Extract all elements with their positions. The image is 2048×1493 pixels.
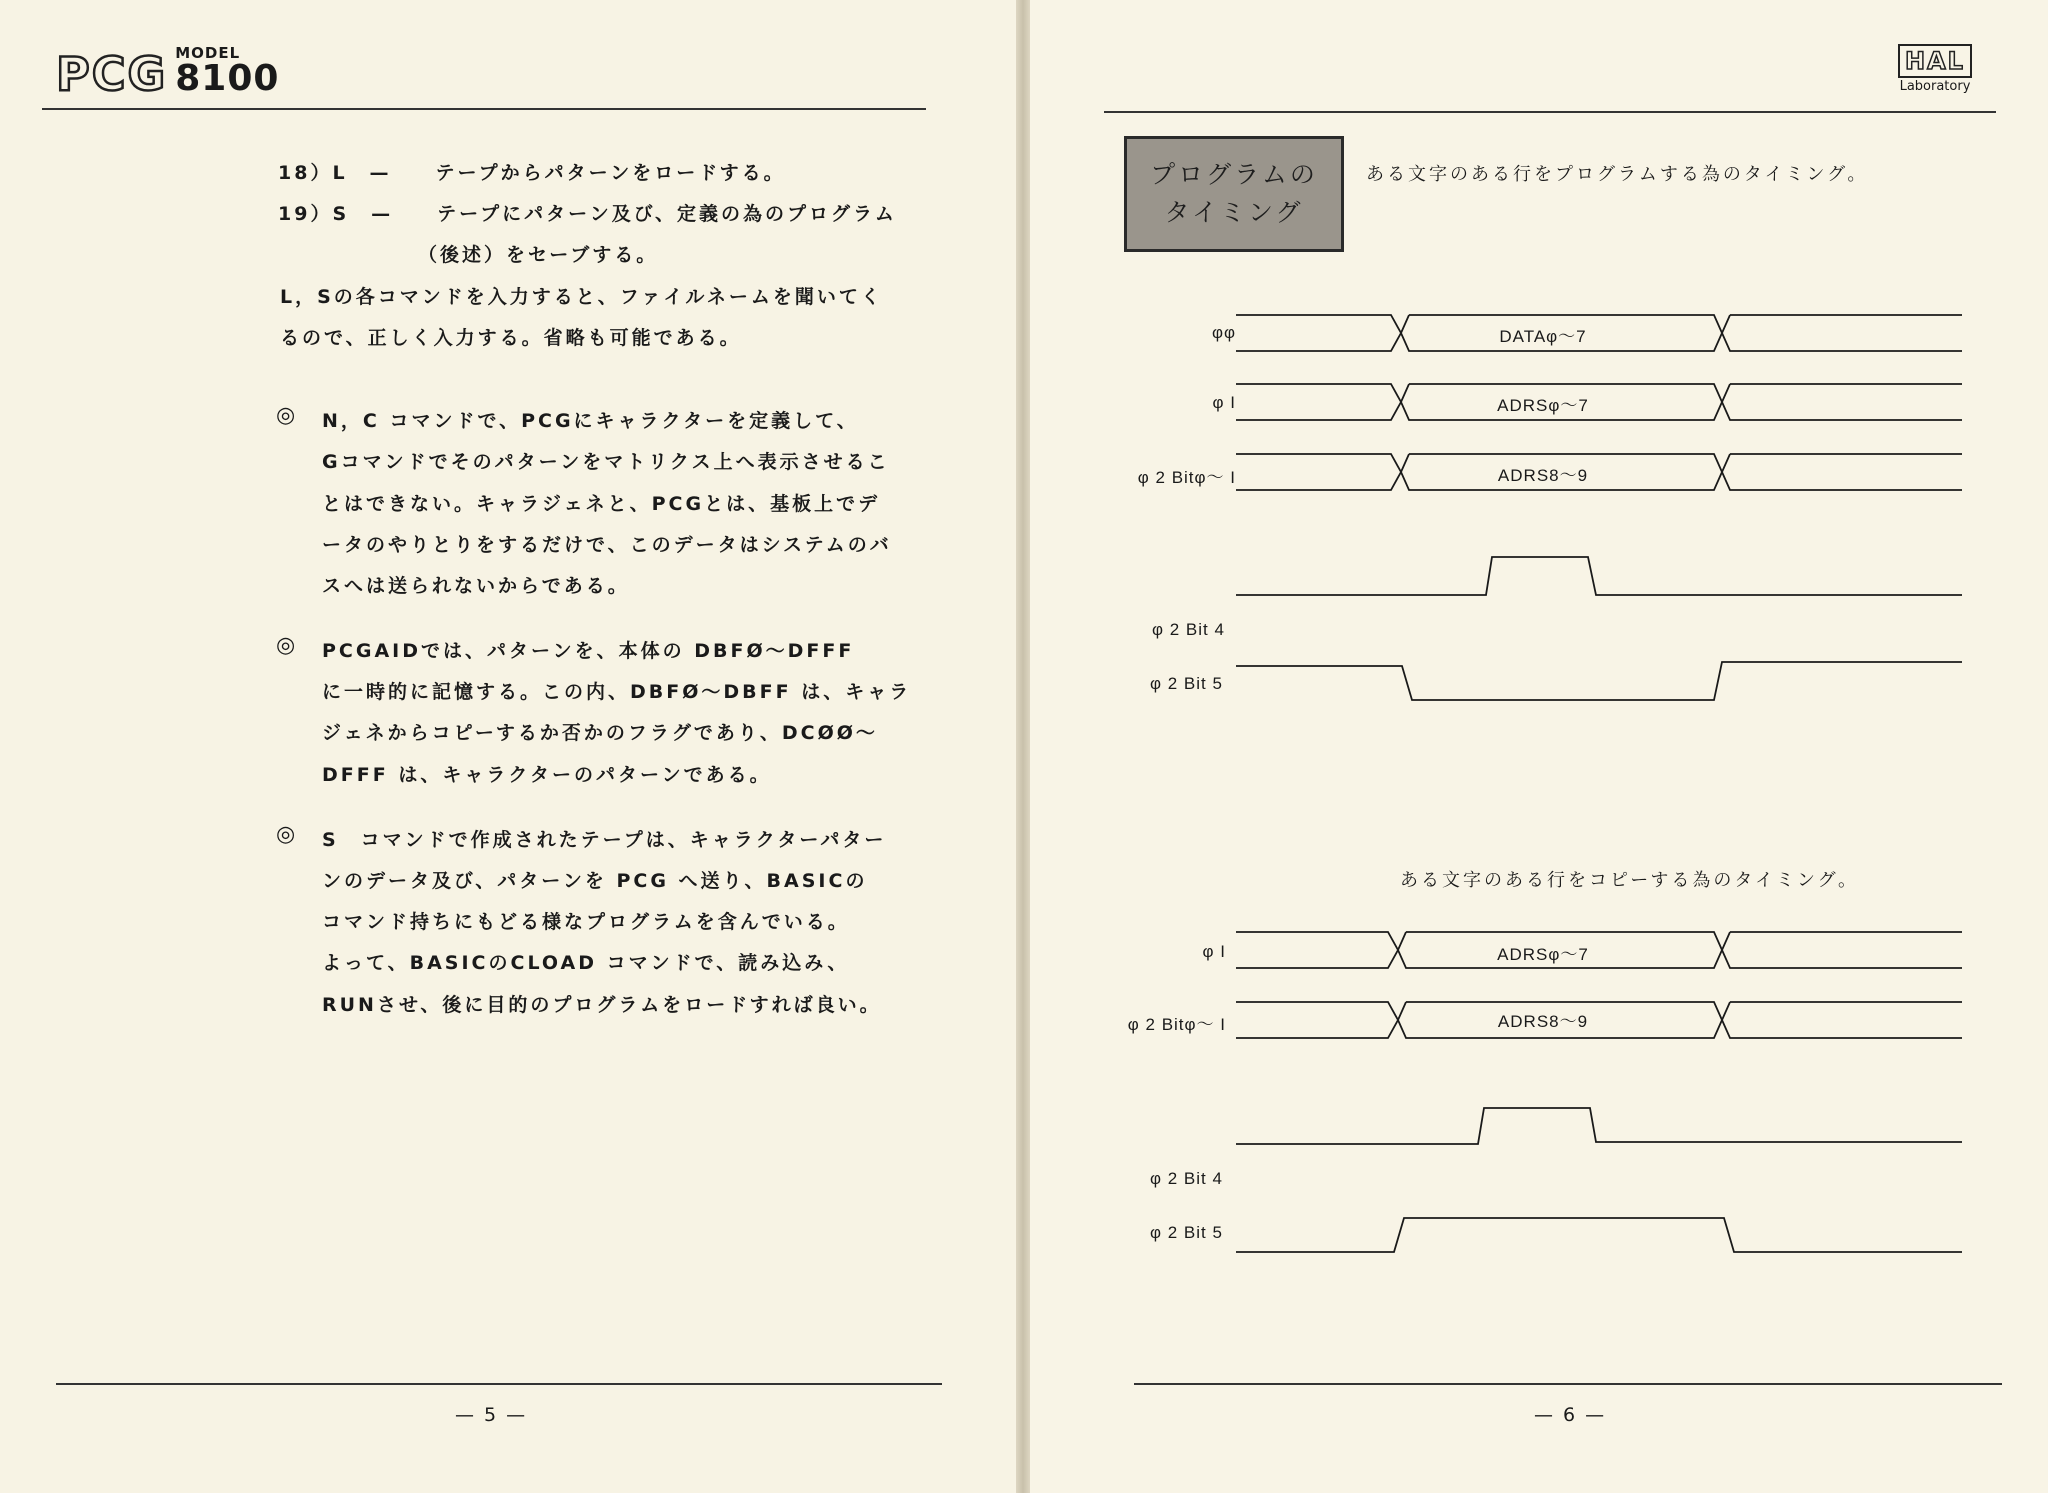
text-line: とはできない。キャラジェネと、PCGとは、基板上でデ (322, 493, 881, 515)
bullet-mark: ◎ (276, 822, 296, 847)
bus-waveform-copy-adrs-low (1236, 932, 1962, 968)
bus-value-label: ADRSφ〜7 (1497, 396, 1589, 415)
left-page-number: — 5 — (455, 1404, 528, 1426)
bullet-mark: ◎ (276, 403, 296, 428)
pcg-logo-number: 8100 (175, 58, 280, 99)
text-line: Gコマンドでそのパターンをマトリクス上へ表示させるこ (322, 451, 890, 473)
text-line: L，Sの各コマンドを入力すると、ファイルネームを聞いてく (280, 286, 883, 308)
text-line: S コマンドで作成されたテープは、キャラクターパター (322, 829, 887, 851)
text-line: RUNさせ、後に目的のプログラムをロードすれば良い。 (322, 994, 882, 1016)
waveform-copy-bit5-pulse (1236, 1218, 1962, 1252)
text-line: PCGAIDでは、パターンを、本体の DBFØ〜DFFF (322, 640, 855, 662)
bus-waveform-copy-adrs-high (1236, 1002, 1962, 1038)
bus-waveform-data (1236, 315, 1962, 351)
caption-program-timing: ある文字のある行をプログラムする為のタイミング。 (1366, 164, 1869, 185)
text-line: スへは送られないからである。 (322, 575, 630, 597)
signal-label: φφ (1211, 323, 1236, 342)
bus-value-label: ADRS8〜9 (1497, 466, 1589, 485)
signal-label: φ 2 Bit 5 (1150, 1223, 1223, 1242)
text-line: 19）S — テープにパターン及び、定義の為のプログラム (278, 203, 897, 225)
text-line: 18）L — テープからパターンをロードする。 (278, 162, 786, 184)
text-line: ータのやりとりをするだけで、このデータはシステムのバ (322, 534, 892, 556)
bus-value-label: DATAφ〜7 (1499, 327, 1587, 346)
bullet-mark: ◎ (276, 633, 296, 658)
waveform-bit5-pulse (1236, 662, 1962, 700)
signal-label: φ 2 Bitφ〜 I (1137, 468, 1236, 487)
hal-logo-main: HAL (1898, 44, 1972, 78)
text-line: ンのデータ及び、パターンを PCG へ送り、BASICの (322, 870, 868, 892)
caption-copy-timing: ある文字のある行をコピーする為のタイミング。 (1400, 870, 1859, 891)
signal-label: φ I (1202, 942, 1226, 961)
signal-label: φ I (1212, 393, 1236, 412)
text-line: コマンド持ちにもどる様なプログラムを含んでいる。 (322, 911, 850, 933)
text-line: （後述）をセーブする。 (418, 244, 659, 266)
waveform-bit4-pulse (1236, 557, 1962, 595)
hal-logo-sub: Laboratory (1899, 79, 1971, 94)
pcg-logo-main: PCG (56, 47, 168, 101)
bus-value-label: ADRS8〜9 (1497, 1012, 1589, 1031)
text-line: るので、正しく入力する。省略も可能である。 (280, 327, 742, 349)
section-title-line2: タイミング (1164, 198, 1304, 227)
signal-label: φ 2 Bit 4 (1150, 1169, 1223, 1188)
signal-label: φ 2 Bit 4 (1152, 620, 1225, 639)
right-footer-rule (1134, 1383, 2002, 1385)
bus-value-label: ADRSφ〜7 (1497, 945, 1589, 964)
bus-waveform-adrs-low (1236, 384, 1962, 420)
text-line: に一時的に記憶する。この内、DBFØ〜DBFF は、キャラ (322, 681, 912, 703)
section-title-line1: プログラムの (1150, 160, 1318, 189)
signal-label: φ 2 Bit 5 (1150, 674, 1223, 693)
text-line: DFFF は、キャラクターのパターンである。 (322, 764, 772, 786)
text-line: よって、BASICのCLOAD コマンドで、読み込み、 (322, 952, 850, 974)
signal-label: φ 2 Bitφ〜 I (1127, 1015, 1226, 1034)
text-line: N，C コマンドで、PCGにキャラクターを定義して、 (322, 410, 859, 432)
pcg-logo-model: MODEL (175, 44, 241, 62)
text-line: ジェネからコピーするか否かのフラグであり、DCØØ〜 (322, 722, 878, 744)
bus-waveform-adrs-high (1236, 454, 1962, 490)
waveform-copy-bit4-pulse (1236, 1108, 1962, 1144)
right-page-number: — 6 — (1534, 1404, 1607, 1426)
